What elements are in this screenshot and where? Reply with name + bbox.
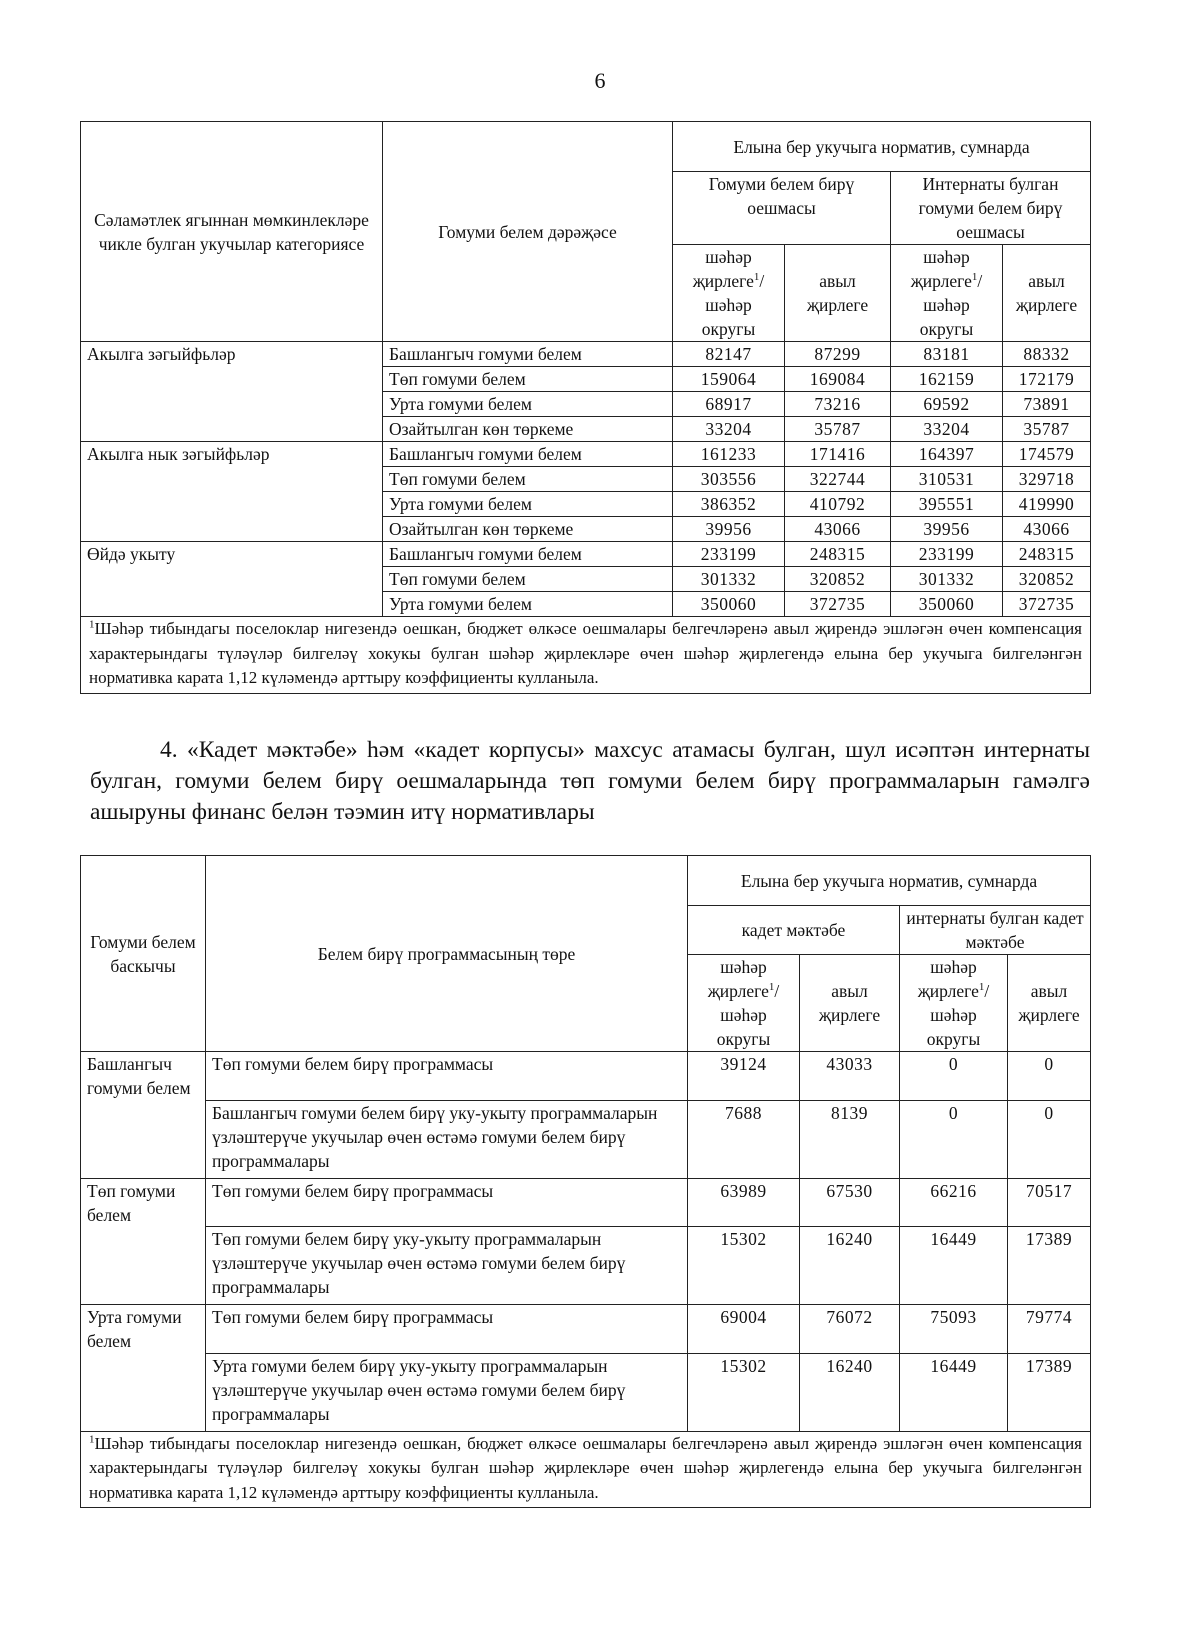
- page-number: 6: [594, 68, 606, 93]
- category-cell: [81, 567, 383, 592]
- value-cell: 172179: [1003, 367, 1091, 392]
- value-cell: 310531: [891, 467, 1003, 492]
- value-cell: 174579: [1003, 442, 1091, 467]
- footnote-mark: 1: [89, 1432, 95, 1445]
- level-cell: Урта гомуми белем: [383, 392, 673, 417]
- header-category: Сәламәтлек ягыннан мөмкинлекләре чикле булган укучылар категориясе: [81, 122, 383, 342]
- level-cell: Башлангыч гомуми белем: [383, 542, 673, 567]
- value-cell: 0: [1008, 1100, 1091, 1178]
- value-cell: 39124: [688, 1052, 800, 1101]
- value-cell: 17389: [1008, 1227, 1091, 1305]
- value-cell: 73216: [785, 392, 891, 417]
- value-cell: 87299: [785, 342, 891, 367]
- header-rural-settlement: авыл җирлеге: [1003, 245, 1091, 342]
- stage-cell: Башлангыч гомуми белем: [81, 1052, 206, 1101]
- value-cell: 372735: [1003, 592, 1091, 617]
- footnote-mark: 1: [89, 618, 95, 631]
- value-cell: 83181: [891, 342, 1003, 367]
- header-education-stage: Гомуми белем баскычы: [81, 856, 206, 1052]
- value-cell: 7688: [688, 1100, 800, 1178]
- value-cell: 8139: [800, 1100, 900, 1178]
- header-urban-settlement: шәһәр җирлеге$^1$/ шәһәр округы: [688, 955, 800, 1052]
- level-cell: Башлангыч гомуми белем: [383, 342, 673, 367]
- value-cell: 69592: [891, 392, 1003, 417]
- level-cell: Озайтылган көн төркеме: [383, 517, 673, 542]
- level-cell: Төп гомуми белем: [383, 367, 673, 392]
- value-cell: 322744: [785, 467, 891, 492]
- value-cell: 161233: [673, 442, 785, 467]
- value-cell: 67530: [800, 1178, 900, 1227]
- footnote: [81, 617, 1091, 694]
- table-row: [81, 367, 1091, 392]
- category-cell: [81, 367, 383, 392]
- value-cell: 233199: [673, 542, 785, 567]
- table-row: [81, 1227, 1091, 1305]
- value-cell: 301332: [891, 567, 1003, 592]
- table-row: [81, 417, 1091, 442]
- value-cell: 164397: [891, 442, 1003, 467]
- value-cell: 16449: [900, 1227, 1008, 1305]
- level-cell: Урта гомуми белем: [383, 492, 673, 517]
- header-urban-settlement: шәһәр җирлеге$^1$/ шәһәр округы: [891, 245, 1003, 342]
- category-cell: [81, 517, 383, 542]
- table-row: [81, 592, 1091, 617]
- value-cell: 82147: [673, 342, 785, 367]
- footnote-row: [81, 1431, 1091, 1508]
- value-cell: 70517: [1008, 1178, 1091, 1227]
- stage-cell: Төп гомуми белем: [81, 1178, 206, 1227]
- header-program-type: Белем бирү программасының төре: [206, 856, 688, 1052]
- value-cell: 35787: [1003, 417, 1091, 442]
- value-cell: 350060: [673, 592, 785, 617]
- value-cell: 233199: [891, 542, 1003, 567]
- value-cell: 39956: [673, 517, 785, 542]
- header-normative: Елына бер укучыга норматив, сумнарда: [673, 122, 1091, 172]
- header-rural-settlement: авыл җирлеге: [800, 955, 900, 1052]
- value-cell: 0: [1008, 1052, 1091, 1101]
- header-urban-settlement: шәһәр җирлеге$^1$/ шәһәр округы: [673, 245, 785, 342]
- table-row: [81, 567, 1091, 592]
- header-cadet-school: кадет мәктәбе: [688, 906, 900, 955]
- table-row: [81, 1100, 1091, 1178]
- table-row: [81, 517, 1091, 542]
- normatives-table-cadet-schools: [80, 855, 1091, 1508]
- value-cell: 171416: [785, 442, 891, 467]
- header-boarding-org: Интернаты булган гомуми белем бирү оешмасы: [891, 172, 1091, 245]
- value-cell: 33204: [891, 417, 1003, 442]
- value-cell: 0: [900, 1052, 1008, 1101]
- table-row: [81, 392, 1091, 417]
- normatives-table-disabilities: [80, 121, 1091, 694]
- stage-cell: [81, 1227, 206, 1305]
- header-urban-settlement: шәһәр җирлеге$^1$/ шәһәр округы: [900, 955, 1008, 1052]
- table-row: [81, 492, 1091, 517]
- value-cell: 320852: [1003, 567, 1091, 592]
- program-cell: Төп гомуми белем бирү программасы: [206, 1052, 688, 1101]
- value-cell: 16240: [800, 1227, 900, 1305]
- category-cell: [81, 392, 383, 417]
- category-cell: Өйдә укыту: [81, 542, 383, 567]
- value-cell: 350060: [891, 592, 1003, 617]
- value-cell: 76072: [800, 1305, 900, 1354]
- header-education-level: Гомуми белем дәрәҗәсе: [383, 122, 673, 342]
- value-cell: 66216: [900, 1178, 1008, 1227]
- table-row: [81, 467, 1091, 492]
- stage-cell: [81, 1353, 206, 1431]
- category-cell: [81, 467, 383, 492]
- value-cell: 320852: [785, 567, 891, 592]
- value-cell: 372735: [785, 592, 891, 617]
- category-cell: [81, 417, 383, 442]
- value-cell: 73891: [1003, 392, 1091, 417]
- value-cell: 15302: [688, 1353, 800, 1431]
- table-row: [81, 1305, 1091, 1354]
- footnote-row: [81, 617, 1091, 694]
- value-cell: 162159: [891, 367, 1003, 392]
- value-cell: 16240: [800, 1353, 900, 1431]
- value-cell: 17389: [1008, 1353, 1091, 1431]
- section-heading: 4. «Кадет мәктәбе» һәм «кадет корпусы» махсус атамасы булган, шул исәптән интернаты булган, гомуми белем бирү оешмаларында төп гомуми белем бирү программаларын гамәлгә ашыруны финанс белән тәэмин итү нормативлары: [90, 737, 1090, 825]
- value-cell: 248315: [1003, 542, 1091, 567]
- value-cell: 303556: [673, 467, 785, 492]
- level-cell: Башлангыч гомуми белем: [383, 442, 673, 467]
- category-cell: [81, 592, 383, 617]
- value-cell: 79774: [1008, 1305, 1091, 1354]
- stage-cell: Урта гомуми белем: [81, 1305, 206, 1354]
- program-cell: Төп гомуми белем бирү программасы: [206, 1178, 688, 1227]
- program-cell: Урта гомуми белем бирү уку-укыту программаларын үзләштерүче укучылар өчен өстәмә гомуми белем бирү программалары: [206, 1353, 688, 1431]
- footnote-text: Шәһәр тибындагы поселоклар нигезендә оешкан, бюджет өлкәсе оешмалары белгечләренә авыл җирендә эшләгән өчен компенсация характерындагы түләүләр билгеләү хокукы булган шәһәр җирлекләре өчен шәһәр җирлегендә елына бер укучыга билгеләнгән нормативка карата 1,12 күләмендә арттыру коэффициенты кулланыла.: [89, 619, 1082, 687]
- value-cell: 69004: [688, 1305, 800, 1354]
- value-cell: 75093: [900, 1305, 1008, 1354]
- header-boarding-cadet-school: интернаты булган кадет мәктәбе: [900, 906, 1091, 955]
- value-cell: 43066: [785, 517, 891, 542]
- category-cell: Акылга зәгыйфьләр: [81, 342, 383, 367]
- table-row: [81, 442, 1091, 467]
- value-cell: 43033: [800, 1052, 900, 1101]
- value-cell: 39956: [891, 517, 1003, 542]
- program-cell: Башлангыч гомуми белем бирү уку-укыту программаларын үзләштерүче укучылар өчен өстәмә гомуми белем бирү программалары: [206, 1100, 688, 1178]
- header-general-org: Гомуми белем бирү оешмасы: [673, 172, 891, 245]
- value-cell: 88332: [1003, 342, 1091, 367]
- value-cell: 15302: [688, 1227, 800, 1305]
- table-row: [81, 1052, 1091, 1101]
- value-cell: 419990: [1003, 492, 1091, 517]
- table-row: [81, 1353, 1091, 1431]
- category-cell: Акылга нык зәгыйфьләр: [81, 442, 383, 467]
- value-cell: 395551: [891, 492, 1003, 517]
- level-cell: Төп гомуми белем: [383, 467, 673, 492]
- category-cell: [81, 492, 383, 517]
- value-cell: 410792: [785, 492, 891, 517]
- value-cell: 169084: [785, 367, 891, 392]
- table-row: [81, 342, 1091, 367]
- level-cell: Төп гомуми белем: [383, 567, 673, 592]
- footnote: [81, 1431, 1091, 1508]
- value-cell: 159064: [673, 367, 785, 392]
- stage-cell: [81, 1100, 206, 1178]
- value-cell: 16449: [900, 1353, 1008, 1431]
- value-cell: 63989: [688, 1178, 800, 1227]
- value-cell: 0: [900, 1100, 1008, 1178]
- level-cell: Озайтылган көн төркеме: [383, 417, 673, 442]
- value-cell: 301332: [673, 567, 785, 592]
- program-cell: Төп гомуми белем бирү программасы: [206, 1305, 688, 1354]
- value-cell: 248315: [785, 542, 891, 567]
- program-cell: Төп гомуми белем бирү уку-укыту программаларын үзләштерүче укучылар өчен өстәмә гомуми белем бирү программалары: [206, 1227, 688, 1305]
- level-cell: Урта гомуми белем: [383, 592, 673, 617]
- footnote-text: Шәһәр тибындагы поселоклар нигезендә оешкан, бюджет өлкәсе оешмалары белгечләренә авыл җирендә эшләгән өчен компенсация характерындагы түләүләр билгеләү хокукы булган шәһәр җирлекләре өчен шәһәр җирлегендә елына бер укучыга билгеләнгән нормативка карата 1,12 күләмендә арттыру коэффициенты кулланыла.: [89, 1433, 1082, 1502]
- value-cell: 33204: [673, 417, 785, 442]
- header-rural-settlement: авыл җирлеге: [1008, 955, 1091, 1052]
- value-cell: 386352: [673, 492, 785, 517]
- header-rural-settlement: авыл җирлеге: [785, 245, 891, 342]
- table-row: [81, 1178, 1091, 1227]
- value-cell: 68917: [673, 392, 785, 417]
- value-cell: 35787: [785, 417, 891, 442]
- value-cell: 329718: [1003, 467, 1091, 492]
- header-normative: Елына бер укучыга норматив, сумнарда: [688, 856, 1091, 906]
- table-row: [81, 542, 1091, 567]
- value-cell: 43066: [1003, 517, 1091, 542]
